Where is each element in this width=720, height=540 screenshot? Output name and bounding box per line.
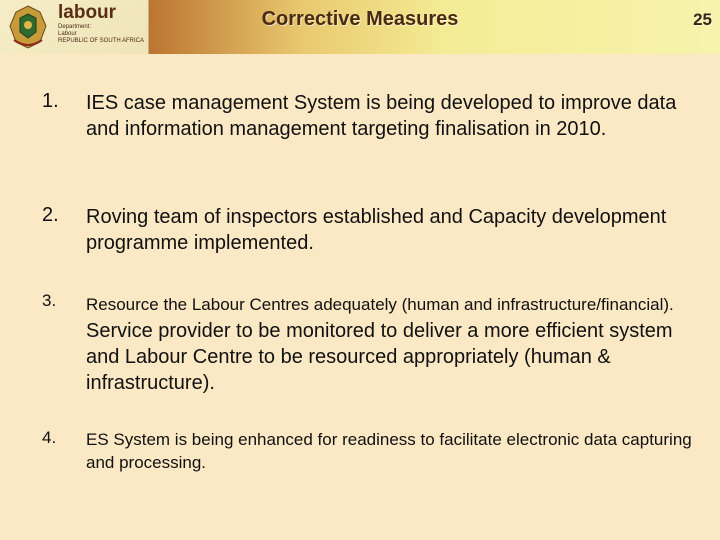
- slide-header: [0, 0, 720, 54]
- item-text: ES System is being enhanced for readiness to facilitate electronic data capturing and processing.: [86, 430, 692, 472]
- logo-line-department: Department:: [58, 24, 92, 30]
- item-number: 1.: [42, 90, 59, 112]
- logo-line-labour: Labour: [58, 31, 77, 37]
- item-text-lead: Resource the Labour Centres adequately (human and infrastructure/financial).: [86, 295, 674, 314]
- item-text: [86, 291, 702, 396]
- list-item: [42, 428, 702, 474]
- list-item: [42, 204, 702, 256]
- item-number: 2.: [42, 204, 59, 226]
- item-text: IES case management System is being developed to improve data and information management targeting finalisation in 2010.: [86, 92, 677, 140]
- slide-title: Corrective Measures: [261, 8, 459, 30]
- item-text-rest: Service provider to be monitored to deliver a more efficient system and Labour Centre to be resourced appropriately (human & infrastructure).: [86, 320, 673, 394]
- item-number: 3.: [42, 291, 57, 310]
- list-item: [42, 90, 702, 142]
- item-number: 4.: [42, 428, 57, 447]
- item-text: Roving team of inspectors established and Capacity development programme implemented.: [86, 206, 667, 254]
- page-number: 25: [693, 10, 712, 29]
- logo-wordmark: labour: [58, 2, 117, 23]
- logo-line-republic: REPUBLIC OF SOUTH AFRICA: [58, 38, 145, 44]
- list-item: [42, 291, 702, 396]
